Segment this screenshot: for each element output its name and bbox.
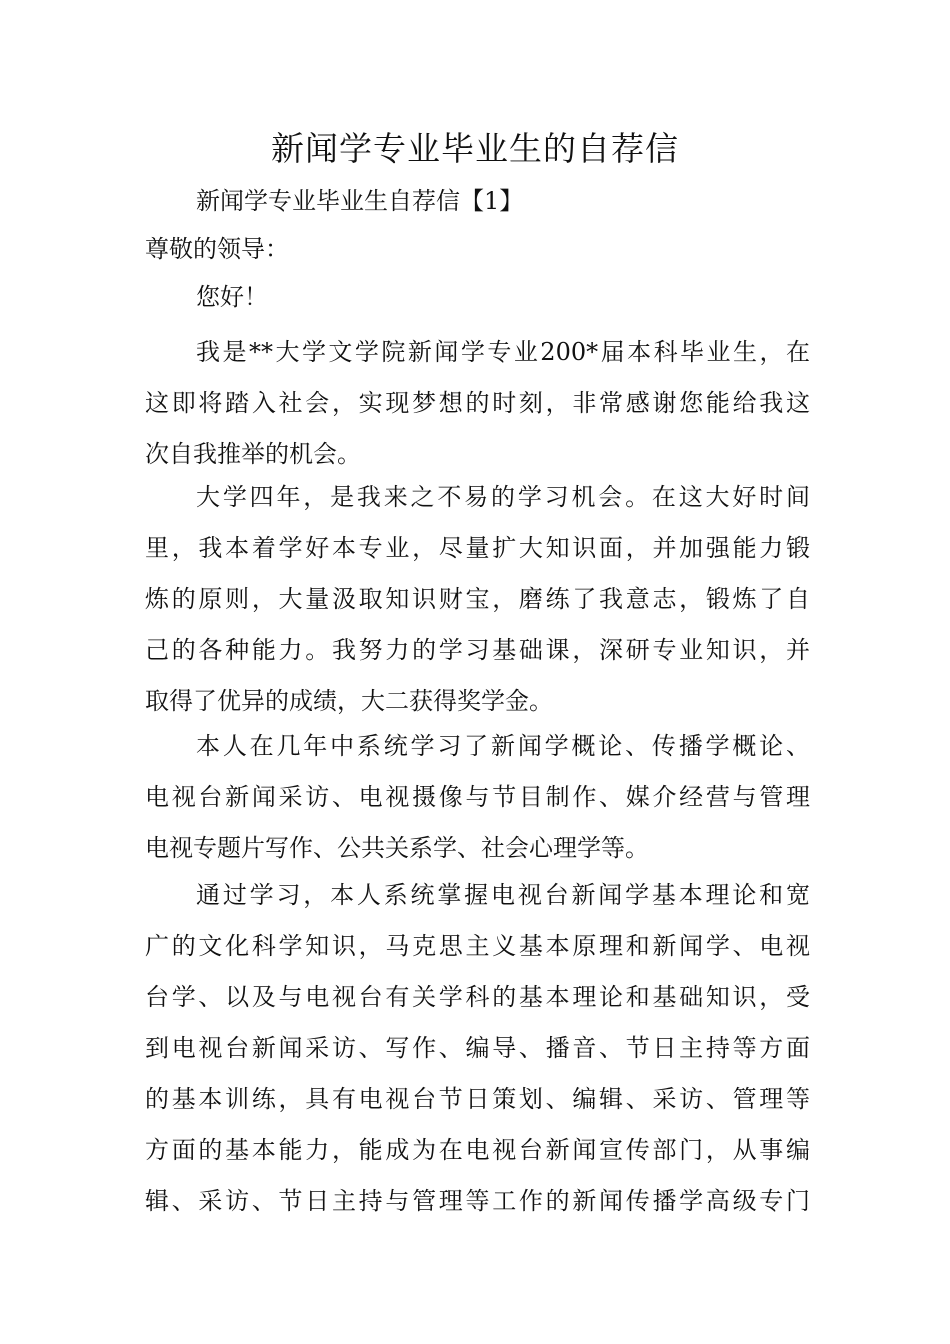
greeting: 您好！ (196, 283, 268, 311)
paragraph-line: 到电视台新闻采访、写作、编导、播音、节日主持等方面 (145, 1034, 810, 1062)
salutation: 尊敬的领导： (145, 235, 289, 263)
paragraph-courses (145, 721, 810, 874)
document-subtitle: 新闻学专业毕业生自荐信【1】 (196, 187, 524, 215)
paragraph-line: 电视台新闻采访、电视摄像与节目制作、媒介经营与管理 (145, 783, 810, 811)
paragraph-line: 里，我本着学好本专业，尽量扩大知识面，并加强能力锻 (145, 534, 810, 562)
paragraph-line: 己的各种能力。我努力的学习基础课，深研专业知识，并 (145, 636, 810, 664)
paragraph-line: 次自我推举的机会。 (145, 440, 361, 468)
paragraph-line: 炼的原则，大量汲取知识财宝，磨练了我意志，锻炼了自 (145, 585, 810, 613)
paragraph-line: 辑、采访、节日主持与管理等工作的新闻传播学高级专门 (145, 1187, 810, 1215)
paragraph-university-study (145, 472, 810, 727)
paragraph-line: 电视专题片写作、公共关系学、社会心理学等。 (145, 834, 649, 862)
paragraph-line: 台学、以及与电视台有关学科的基本理论和基础知识，受 (145, 983, 810, 1011)
paragraph-line: 本人在几年中系统学习了新闻学概论、传播学概论、 (196, 732, 810, 760)
paragraph-line: 通过学习，本人系统掌握电视台新闻学基本理论和宽 (196, 881, 810, 909)
paragraph-introduction (145, 327, 810, 480)
paragraph-skills (145, 870, 810, 1227)
paragraph-line: 大学四年，是我来之不易的学习机会。在这大好时间 (196, 483, 810, 511)
paragraph-line: 的基本训练，具有电视台节日策划、编辑、采访、管理等 (145, 1085, 810, 1113)
paragraph-line: 方面的基本能力，能成为在电视台新闻宣传部门，从事编 (145, 1136, 810, 1164)
paragraph-line: 我是**大学文学院新闻学专业200*届本科毕业生，在 (196, 338, 810, 366)
paragraph-line: 广的文化科学知识，马克思主义基本原理和新闻学、电视 (145, 932, 810, 960)
paragraph-line: 取得了优异的成绩，大二获得奖学金。 (145, 687, 553, 715)
paragraph-line: 这即将踏入社会，实现梦想的时刻，非常感谢您能给我这 (145, 389, 810, 417)
document-title: 新闻学专业毕业生的自荐信 (271, 129, 679, 168)
